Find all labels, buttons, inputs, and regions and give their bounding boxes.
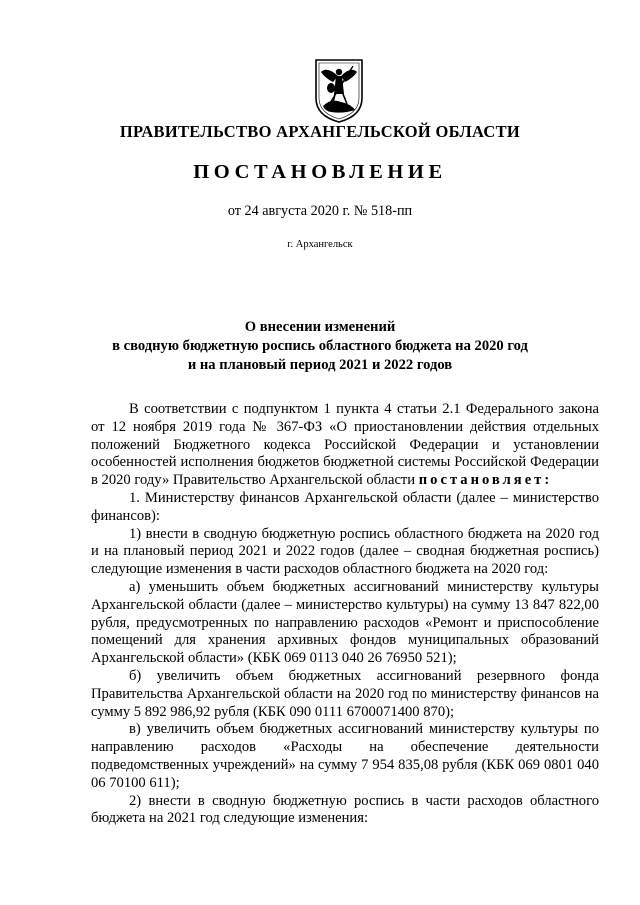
government-name: ПРАВИТЕЛЬСТВО АРХАНГЕЛЬСКОЙ ОБЛАСТИ (119, 122, 521, 141)
clause-1-2: 2) внести в сводную бюджетную роспись в части расходов областного бюджета на 2021 год следующие изменения: (91, 792, 599, 827)
city: г. Архангельск (287, 239, 353, 250)
title-line-1: О внесении изменений (244, 319, 396, 335)
coat-of-arms-icon (313, 58, 365, 124)
title-line-2: в сводную бюджетную роспись областного бюджета на 2020 год (112, 338, 528, 354)
clause-1-1-c: в) увеличить объем бюджетных ассигнований министерству культуры по направлению расходов «Расходы на обеспечение деятельности подведомственных учреждений» на сумму 7 954 835,08 рубля (КБК 069 0801 040 06 70100 611); (91, 721, 599, 791)
document-body (91, 401, 599, 828)
clause-1-1-b: б) увеличить объем бюджетных ассигнований резервного фонда Правительства Архангельской области на 2020 год по министерству финансов на сумму 5 892 986,92 рубля (КБК 090 0111 6700071400 870); (91, 667, 599, 720)
date-number: от 24 августа 2020 г. № 518-пп (227, 203, 413, 219)
clause-1-1-a: а) уменьшить объем бюджетных ассигнований министерству культуры Архангельской области (далее – министерство культуры) на сумму 13 847 822,00 рубля, предусмотренных по направлению расходов «Ремонт и приспособление помещений для хранения архивных фондов муниципальных образований Архангельской области» (КБК 069 0113 040 26 76950 521); (91, 578, 599, 667)
document-type: ПОСТАНОВЛЕНИЕ (193, 161, 447, 183)
preamble-text: В соответствии с подпунктом 1 пункта 4 статьи 2.1 Федерального закона от 12 ноября 2019 года № 367-ФЗ «О приостановлении действия отдельных положений Бюджетного кодекса Российской Федерации и установлении особенностей исполнения бюджетов бюджетной системы Российской Федерации в 2020 году» Правительство Архангельской области (91, 401, 599, 489)
preamble-paragraph (91, 401, 599, 490)
clause-1: 1. Министерству финансов Архангельской области (далее – министерство финансов): (91, 489, 599, 524)
resolves-word: постановляет: (418, 472, 553, 489)
title-line-3: и на плановый период 2021 и 2022 годов (187, 357, 453, 373)
clause-1-1: 1) внести в сводную бюджетную роспись областного бюджета на 2020 год и на плановый период 2021 и 2022 годов (далее – сводная бюджетная роспись) следующие изменения в части расходов областного бюджета на 2020 год: (91, 525, 599, 578)
document-title (0, 318, 640, 375)
